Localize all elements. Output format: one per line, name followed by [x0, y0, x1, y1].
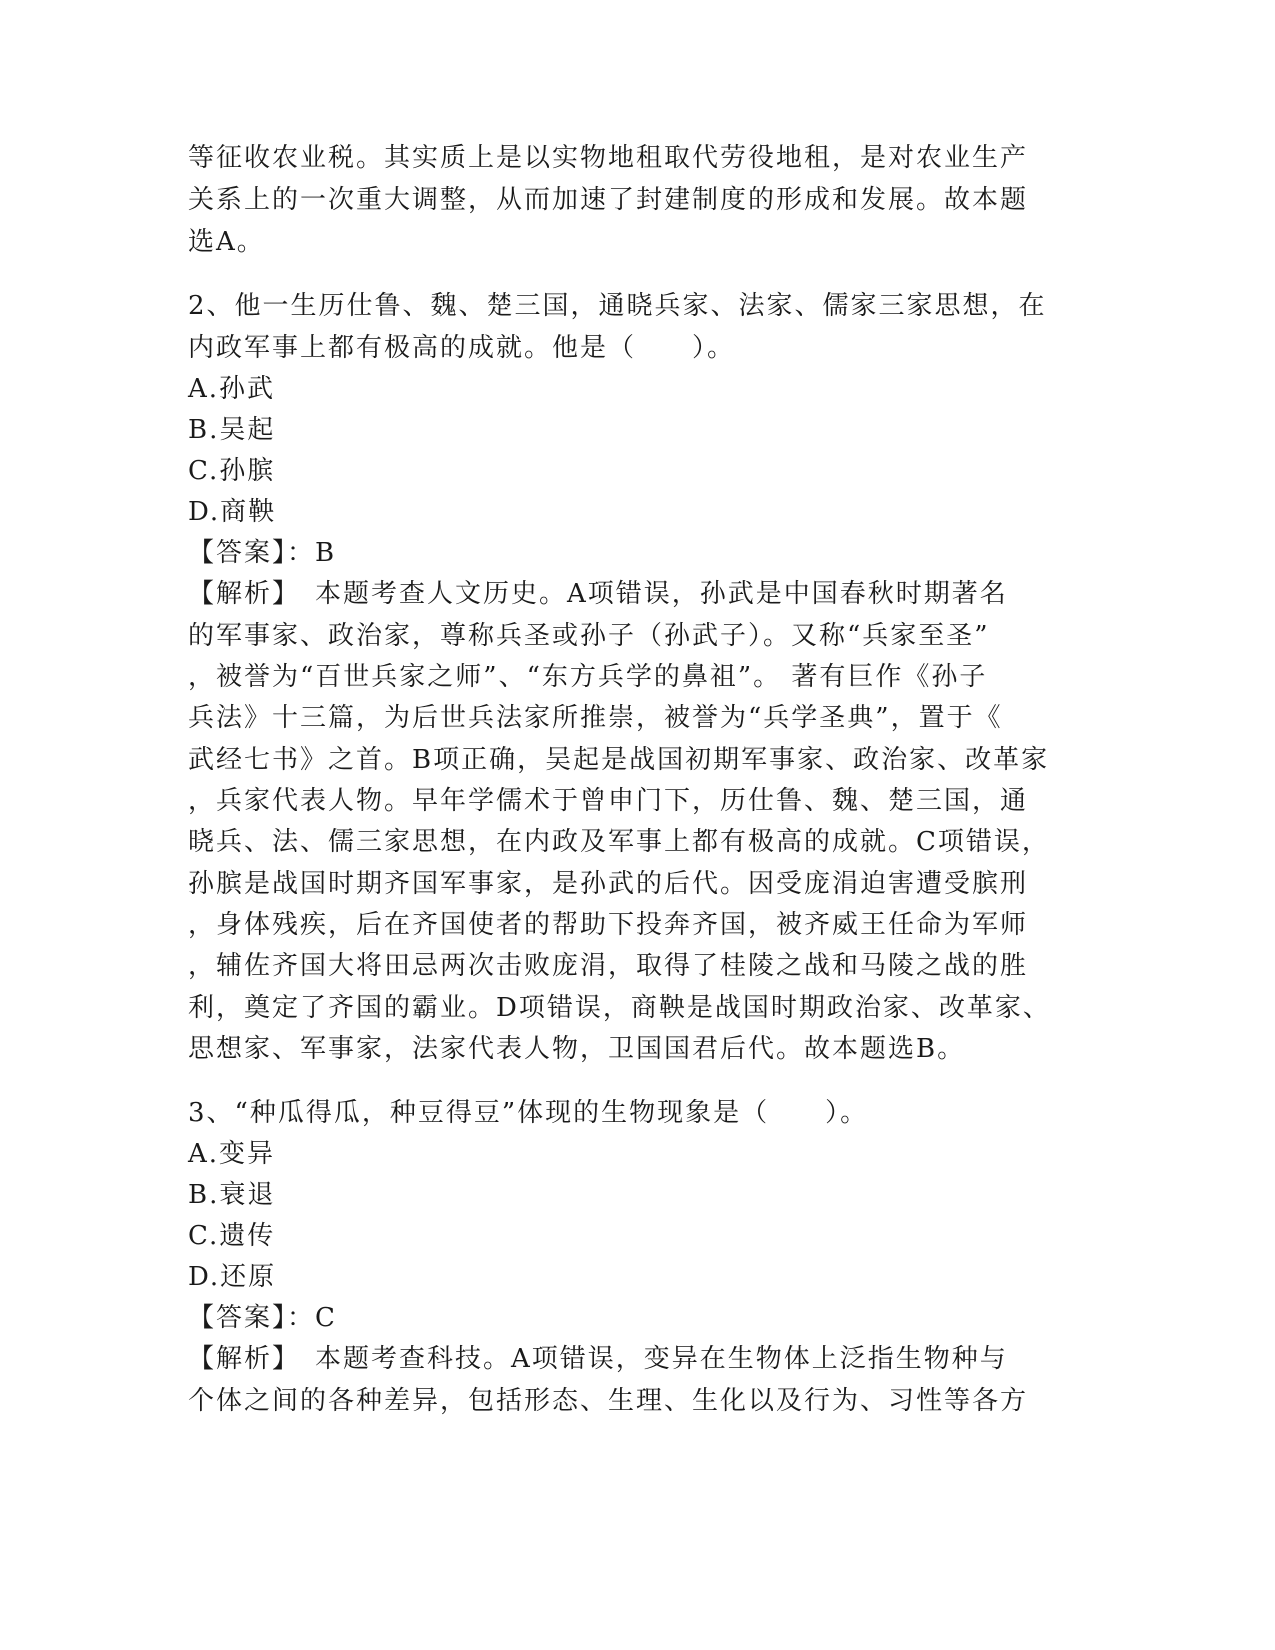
q2-analysis-line: 思想家、军事家，法家代表人物，卫国国君后代。故本题选B。	[188, 1034, 966, 1064]
q2-analysis-line: ，辅佐齐国大将田忌两次击败庞涓，取得了桂陵之战和马陵之战的胜	[188, 951, 1029, 981]
q2-stem-line: 内政军事上都有极高的成就。他是（ ）。	[188, 333, 736, 363]
q2-analysis-line: ，身体残疾，后在齐国使者的帮助下投奔齐国，被齐威王任命为军师	[188, 910, 1029, 940]
q2-analysis-line: ，兵家代表人物。早年学儒术于曾申门下，历仕鲁、魏、楚三国，通	[188, 786, 1029, 816]
q2-option-a: A.孙武	[188, 374, 276, 404]
q2-analysis-line: 兵法》十三篇，为后世兵法家所推崇，被誉为“兵学圣典”，置于《	[188, 703, 1003, 733]
intro-line: 选A。	[188, 227, 265, 257]
q2-option-d: D.商鞅	[188, 497, 277, 527]
q3-stem-line: 3、“种瓜得瓜，种豆得豆”体现的生物现象是（ ）。	[188, 1098, 869, 1128]
q2-stem-line: 2、他一生历仕鲁、魏、楚三国，通晓兵家、法家、儒家三家思想，在	[188, 291, 1047, 321]
q2-analysis-line: 晓兵、法、儒三家思想，在内政及军事上都有极高的成就。C项错误，	[188, 827, 1050, 857]
q3-option-d: D.还原	[188, 1262, 277, 1292]
q3-analysis-line: 【解析】 本题考查科技。A项错误，变异在生物体上泛指生物种与	[188, 1344, 1008, 1374]
intro-line: 关系上的一次重大调整，从而加速了封建制度的形成和发展。故本题	[188, 185, 1029, 215]
q3-answer: 【答案】：C	[188, 1303, 337, 1333]
q2-answer: 【答案】：B	[188, 538, 337, 568]
q3-option-b: B.衰退	[188, 1180, 276, 1210]
q3-option-a: A.变异	[188, 1139, 276, 1169]
intro-line: 等征收农业税。其实质上是以实物地租取代劳役地租，是对农业生产	[188, 143, 1029, 173]
q2-option-c: C.孙膑	[188, 456, 276, 486]
q3-analysis-line: 个体之间的各种差异，包括形态、生理、生化以及行为、习性等各方	[188, 1386, 1029, 1416]
q2-analysis-line: 武经七书》之首。B项正确，吴起是战国初期军事家、政治家、改革家	[188, 745, 1050, 775]
q2-analysis-line: 利，奠定了齐国的霸业。D项错误，商鞅是战国时期政治家、改革家、	[188, 993, 1051, 1023]
q2-analysis-line: 的军事家、政治家，尊称兵圣或孙子（孙武子）。又称“兵家至圣”	[188, 621, 990, 651]
q2-analysis-line: 孙膑是战国时期齐国军事家，是孙武的后代。因受庞涓迫害遭受膑刑	[188, 869, 1029, 899]
q2-analysis-line: ，被誉为“百世兵家之师”、“东方兵学的鼻祖”。 著有巨作《孙子	[188, 662, 988, 692]
q2-analysis-line: 【解析】 本题考查人文历史。A项错误，孙武是中国春秋时期著名	[188, 579, 1008, 609]
q3-option-c: C.遗传	[188, 1221, 276, 1251]
q2-option-b: B.吴起	[188, 415, 276, 445]
